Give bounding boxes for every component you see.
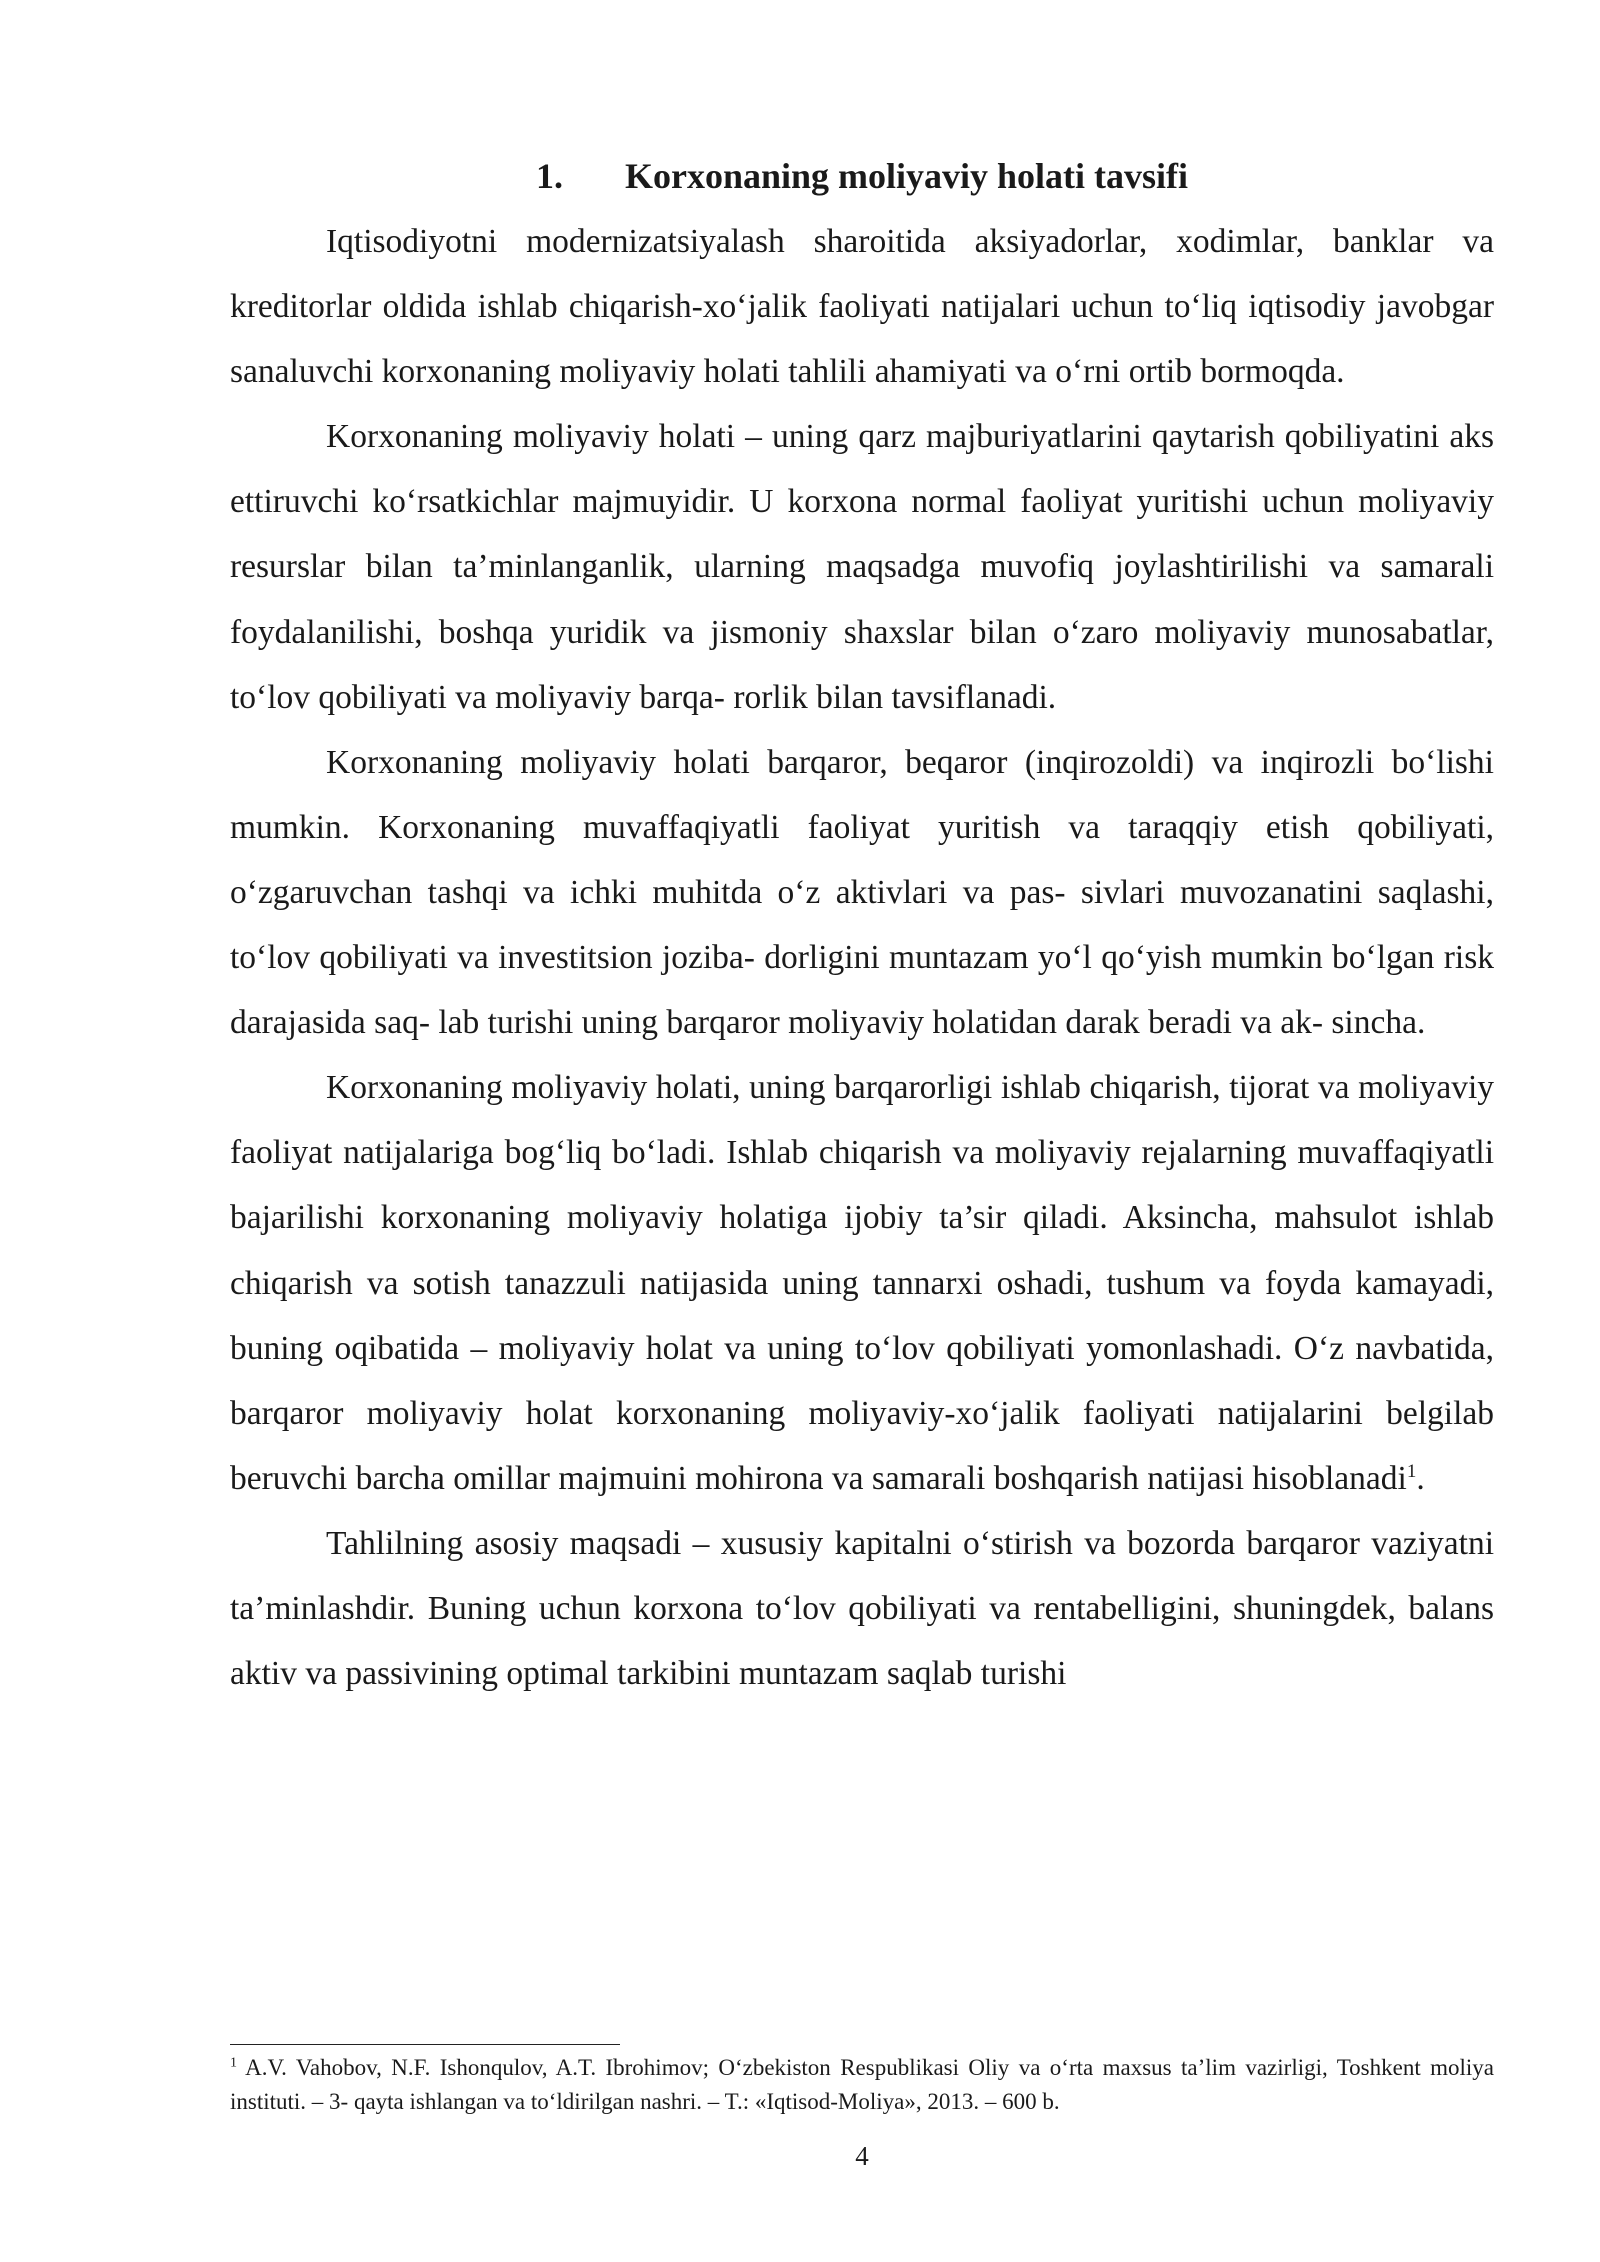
- body-text: [230, 209, 1494, 1706]
- footnote-separator: [230, 2044, 620, 2045]
- footnote-reference[interactable]: 1: [1406, 1460, 1417, 1482]
- footnote-text: A.V. Vahobov, N.F. Ishonqulov, A.T. Ibrohimov; O‘zbekiston Respublikasi Oliy va o‘rta maxsus ta’lim vazirligi, Toshkent moliya instituti. – 3- qayta ishlangan va to‘ldirilgan nashri. – T.: «Iqtisod-Moliya», 2013. – 600 b.: [230, 2055, 1494, 2114]
- document-page: [230, 0, 1494, 2262]
- section-number: 1.: [535, 156, 563, 196]
- paragraph-4-end: .: [1416, 1459, 1425, 1497]
- paragraph-3: Korxonaning moliyaviy holati barqaror, beqaror (inqirozoldi) va inqirozli bo‘lishi mumkin. Korxonaning muvaffaqiyatli faoliyat yuritish va taraqqiy etish qobiliyati, o‘zgaruvchan tashqi va ichki muhitda o‘z aktivlari va pas- sivlari muvozanatini saqlashi, to‘lov qobiliyati va investitsion joziba- dorligini muntazam yo‘l qo‘yish mumkin bo‘lgan risk darajasida saq- lab turishi uning barqaror moliyaviy holatidan darak beradi va ak- sincha.: [230, 743, 1494, 1042]
- paragraph-1: Iqtisodiyotni modernizatsiyalash sharoitida aksiyadorlar, xodimlar, banklar va kreditorlar oldida ishlab chiqarish-xo‘jalik faoliyati natijalari uchun to‘liq iqtisodiy javobgar sanaluvchi korxonaning moliyaviy holati tahlili ahamiyati va o‘rni ortib bormoqda.: [230, 223, 1494, 391]
- page-number: 4: [855, 2141, 869, 2171]
- paragraph-4: [230, 1055, 1494, 1511]
- paragraph-4-text: Korxonaning moliyaviy holati, uning barqarorligi ishlab chiqarish, tijorat va moliyaviy faoliyat natijalariga bog‘liq bo‘ladi. Ishlab chiqarish va moliyaviy rejalarning muvaffaqiyatli bajarilishi korxonaning moliyaviy holatiga ijobiy ta’sir qiladi. Aksincha, mahsulot ishlab chiqarish va sotish tanazzuli natijasida uning tannarxi oshadi, tushum va foyda kamayadi, buning oqibatida – moliyaviy holat va uning to‘lov qobiliyati yomonlashadi. O‘z navbatida, barqaror moliyaviy holat korxonaning moliyaviy-xo‘jalik faoliyati natijalarini belgilab beruvchi barcha omillar majmuini mohirona va samarali boshqarish natijasi hisoblanadi: [230, 1069, 1494, 1497]
- section-heading: [230, 152, 1494, 200]
- footnote-marker: 1: [230, 2055, 237, 2071]
- paragraph-5: Tahlilning asosiy maqsadi – xususiy kapitalni o‘stirish va bozorda barqaror vaziyatni ta’minlashdir. Buning uchun korxona to‘lov qobiliyati va rentabelligini, shuningdek, balans aktiv va passivining optimal tarkibini muntazam saqlab turishi: [230, 1524, 1494, 1693]
- footnote: [230, 2051, 1494, 2119]
- paragraph-2: Korxonaning moliyaviy holati – uning qarz majburiyatlarini qaytarish qobiliyatini aks ettiruvchi ko‘rsatkichlar majmuyidir. U korxona normal faoliyat yuritishi uchun moliyaviy resurslar bilan ta’minlanganlik, ularning maqsadga muvofiq joylashtirilishi va samarali foydalanilishi, boshqa yuridik va jismoniy shaxslar bilan o‘zaro moliyaviy munosabatlar, to‘lov qobiliyati va moliyaviy barqa- rorlik bilan tavsiflanadi.: [230, 418, 1494, 716]
- section-title: Korxonaning moliyaviy holati tavsifi: [624, 156, 1189, 196]
